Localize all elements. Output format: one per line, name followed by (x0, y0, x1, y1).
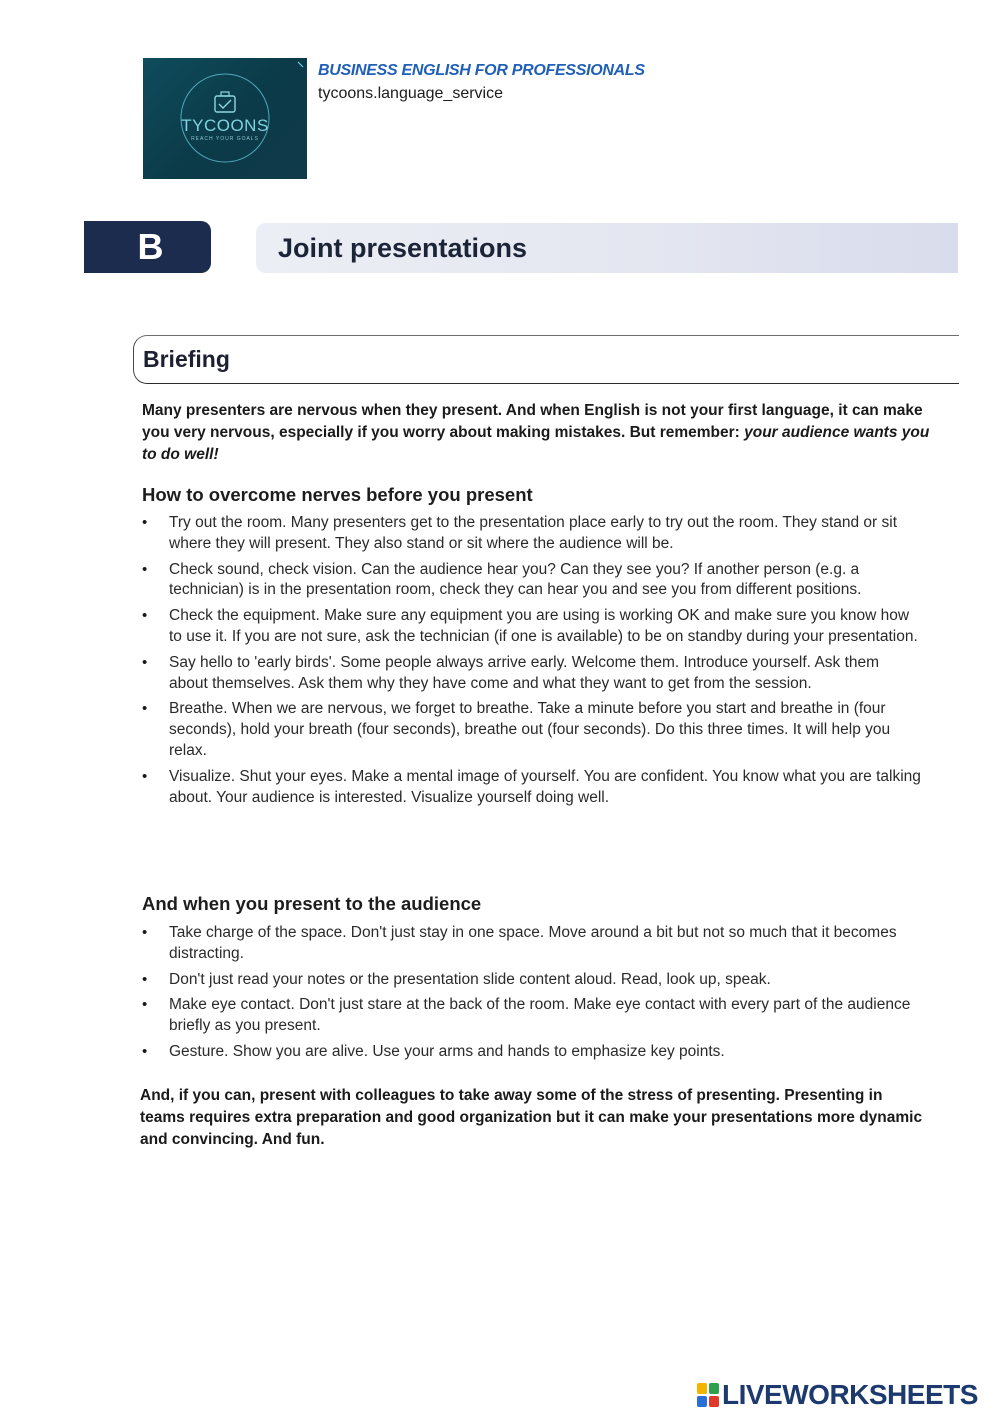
brand-title: BUSINESS ENGLISH FOR PROFESSIONALS (318, 62, 645, 79)
list-item: • Visualize. Shut your eyes. Make a mental image of yourself. You are confident. You know what you are talking about. Your audience is interested. Visualize yourself doing well. (142, 767, 922, 809)
liveworksheets-logo-icon (697, 1383, 719, 1407)
logo-tagline: REACH YOUR GOALS (191, 136, 259, 142)
list-item: • Try out the room. Many presenters get to the presentation place early to try out the room. They stand or sit where they will present. They also stand or sit where the audience will be. (142, 513, 922, 555)
list-item: • Don't just read your notes or the presentation slide content aloud. Read, look up, speak. (142, 970, 922, 991)
section-title-band (256, 223, 958, 273)
briefing-header (133, 335, 959, 384)
briefing-heading: Briefing (143, 346, 230, 372)
intro-text: Many presenters are nervous when they present. And when English is not your first language, it can make you very nervous, especially if you worry about making mistakes. But remember: (142, 402, 923, 441)
list-item: • Check the equipment. Make sure any equipment you are using is working OK and make sure you know how to use it. If you are not sure, ask the technician (if one is available) to be on standby during your presentation. (142, 606, 922, 648)
intro-emphasis: your audience wants you to do well! (142, 424, 930, 463)
list-item: • Check sound, check vision. Can the audience hear you? Can they see you? If another person (e.g. a technician) is in the presentation room, check they can hear you and see you from different positions. (142, 560, 922, 602)
during-heading: And when you present to the audience (142, 893, 482, 914)
list-item: • Make eye contact. Don't just stare at the back of the room. Make eye contact with every part of the audience briefly as you present. (142, 995, 922, 1037)
tycoons-logo (143, 58, 307, 179)
liveworksheets-watermark (697, 1378, 978, 1412)
list-item: • Take charge of the space. Don't just stay in one space. Move around a bit but not so much that it becomes distracting. (142, 923, 922, 965)
list-item: • Say hello to 'early birds'. Some people always arrive early. Welcome them. Introduce yourself. Ask them about themselves. Ask them why they have come and what they want to get from the session. (142, 653, 922, 695)
before-heading: How to overcome nerves before you present (142, 484, 533, 505)
section-letter-badge: B (84, 221, 211, 273)
list-item: • Gesture. Show you are alive. Use your arms and hands to emphasize key points. (142, 1042, 922, 1063)
list-item: • Breathe. When we are nervous, we forget to breathe. Take a minute before you start and breathe in (four seconds), hold your breath (four seconds), breathe out (four seconds). Do this three times. It will help you relax. (142, 699, 922, 761)
briefing-intro (142, 400, 932, 466)
page-title: Joint presentations (278, 233, 528, 263)
before-list (142, 513, 922, 808)
logo-wordmark: TYCOONS (181, 116, 269, 135)
watermark-text: LIVEWORKSHEETS (722, 1379, 978, 1410)
brand-handle: tycoons.language_service (318, 85, 504, 102)
closing-paragraph: And, if you can, present with colleagues to take away some of the stress of presenting. Presenting in teams requires extra preparation and good organization but it can make your presentations more dynamic and convincing. And fun. (140, 1087, 923, 1148)
during-list (142, 923, 922, 1063)
